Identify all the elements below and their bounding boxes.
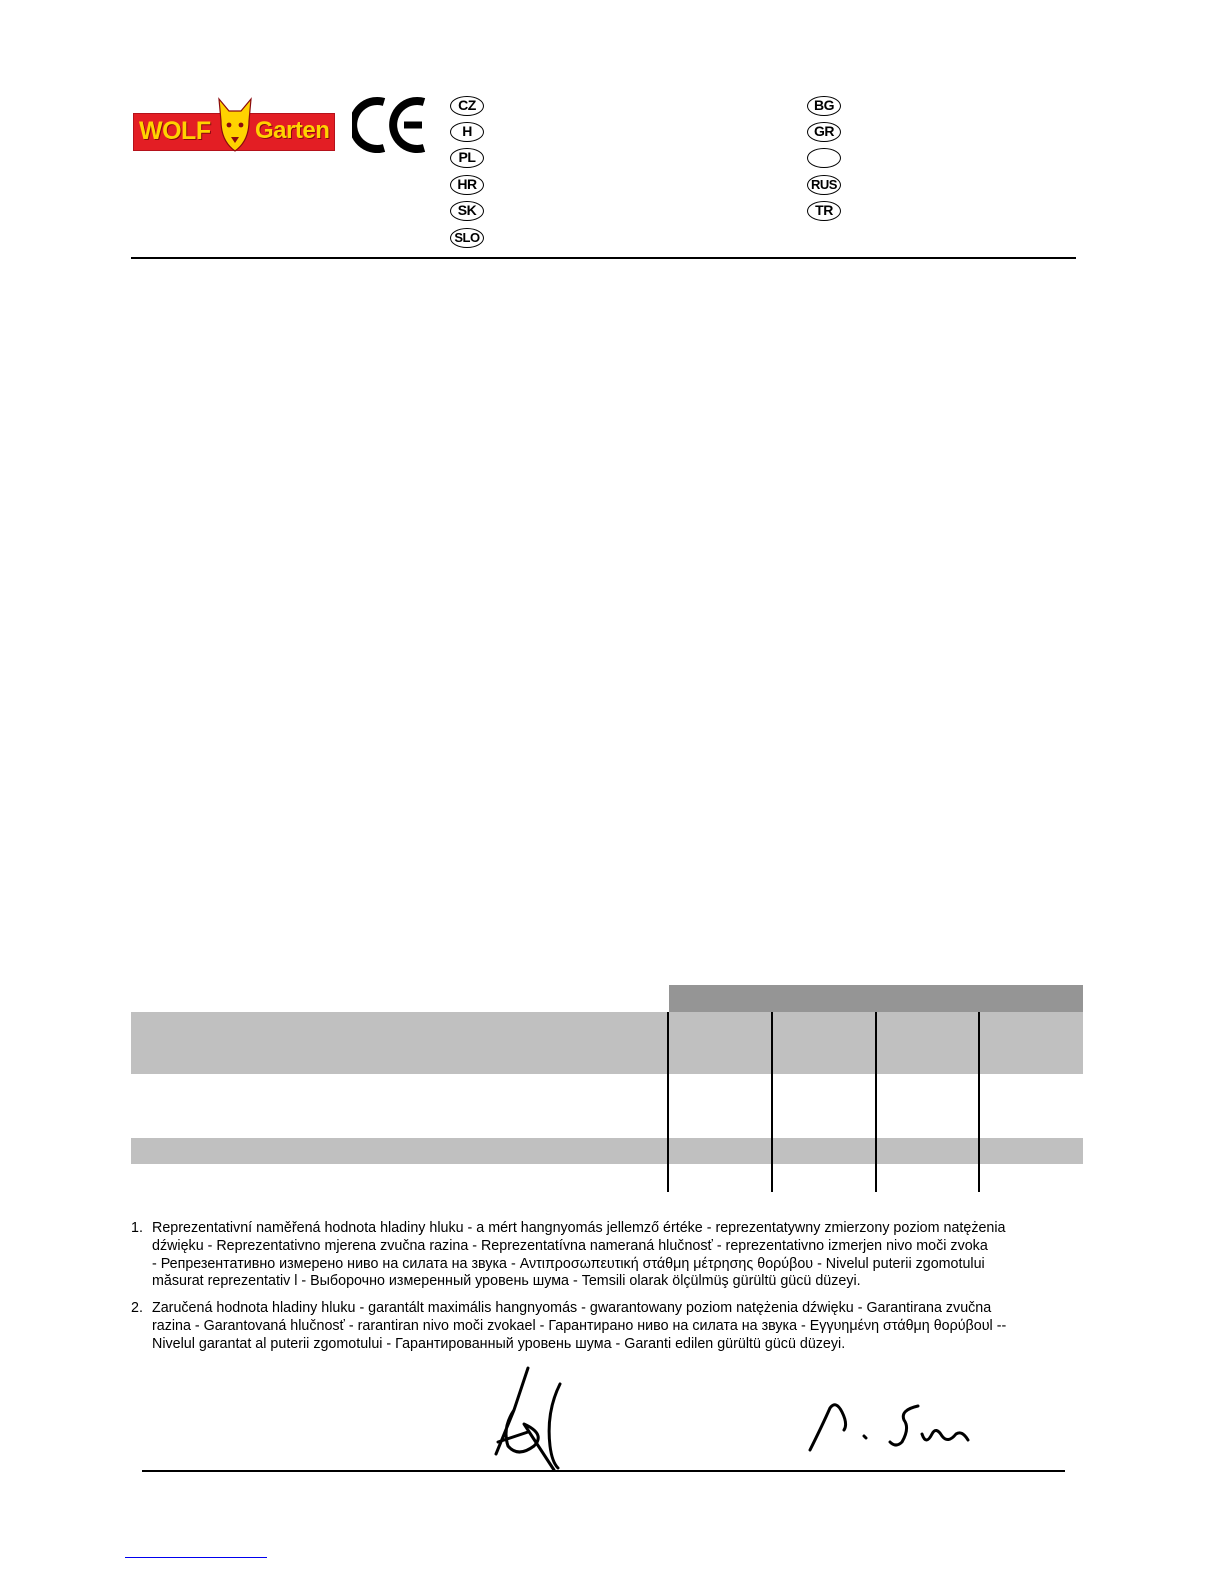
footnote-line: razina - Garantovaná hlučnosť - rarantiran nivo moči zvokael - Гарантирано ниво на силата на звука - Εγγυημένη στάθμη θορύβουl --	[152, 1317, 1007, 1334]
footnote-line: măsurat reprezentativ l - Выборочно измеренный уровень шума - Temsili olarak ölçülmüş gürültü gücü düzeyi.	[152, 1273, 861, 1290]
table-column-divider	[771, 1012, 773, 1192]
country-code-empty	[807, 148, 841, 168]
footnote-line: Nivelul garantat al puterii zgomotului - Гарантированный уровень шума - Garanti edilen gürültü gücü düzeyi.	[152, 1335, 846, 1352]
table-header-top-band	[669, 985, 1083, 1012]
footnote-2	[131, 1300, 1071, 1353]
ce-mark-icon	[352, 96, 428, 154]
signature-left	[488, 1362, 572, 1474]
table-column-divider	[978, 1012, 980, 1192]
signature-right	[806, 1396, 972, 1456]
table-column-divider	[875, 1012, 877, 1192]
table-column-divider	[667, 1012, 669, 1192]
country-code-rus: RUS	[807, 175, 841, 195]
wolf-garten-logo	[133, 95, 335, 155]
footnote-line: Zaručená hodnota hladiny hluku - garantált maximális hangnyomás - gwarantowany poziom natężenia dźwięku - Garantirana zvučna	[152, 1300, 992, 1316]
footnote-line: Reprezentativní naměřená hodnota hladiny hluku - a mért hangnyomás jellemző értéke - reprezentatywny zmierzony poziom natężenia	[152, 1220, 1006, 1236]
logo-text-garten: Garten	[255, 117, 330, 144]
footnote-1	[131, 1220, 1071, 1291]
footnote-number: 1.	[131, 1220, 143, 1236]
country-code-gr: GR	[807, 122, 841, 142]
country-code-slo: SLO	[450, 228, 484, 248]
country-code-hr: HR	[450, 175, 484, 195]
link-underline	[125, 1557, 267, 1558]
country-code-cz: CZ	[450, 96, 484, 116]
country-code-pl: PL	[450, 148, 484, 168]
footer-divider	[142, 1470, 1065, 1472]
table-header-band	[131, 1012, 1083, 1074]
footnote-number: 2.	[131, 1300, 143, 1316]
country-code-bg: BG	[807, 96, 841, 116]
country-code-tr: TR	[807, 201, 841, 221]
footnote-line: - Репрезентативно измерено ниво на силата на звука - Αντιπροσωπευτική στάθμη μέτρησης θορύβου - Nivelul puterii zgomotului	[152, 1255, 985, 1272]
country-code-sk: SK	[450, 201, 484, 221]
country-code-h: H	[450, 122, 484, 142]
header-divider	[131, 257, 1076, 259]
fox-head-icon	[215, 95, 255, 153]
footnote-line: dźwięku - Reprezentativno mjerena zvučna razina - Reprezentatívna nameraná hlučnosť - reprezentativno izmerjen nivo moči zvoka	[152, 1237, 988, 1254]
table-row-shaded	[131, 1138, 1083, 1164]
logo-text-wolf: WOLF	[139, 117, 211, 145]
